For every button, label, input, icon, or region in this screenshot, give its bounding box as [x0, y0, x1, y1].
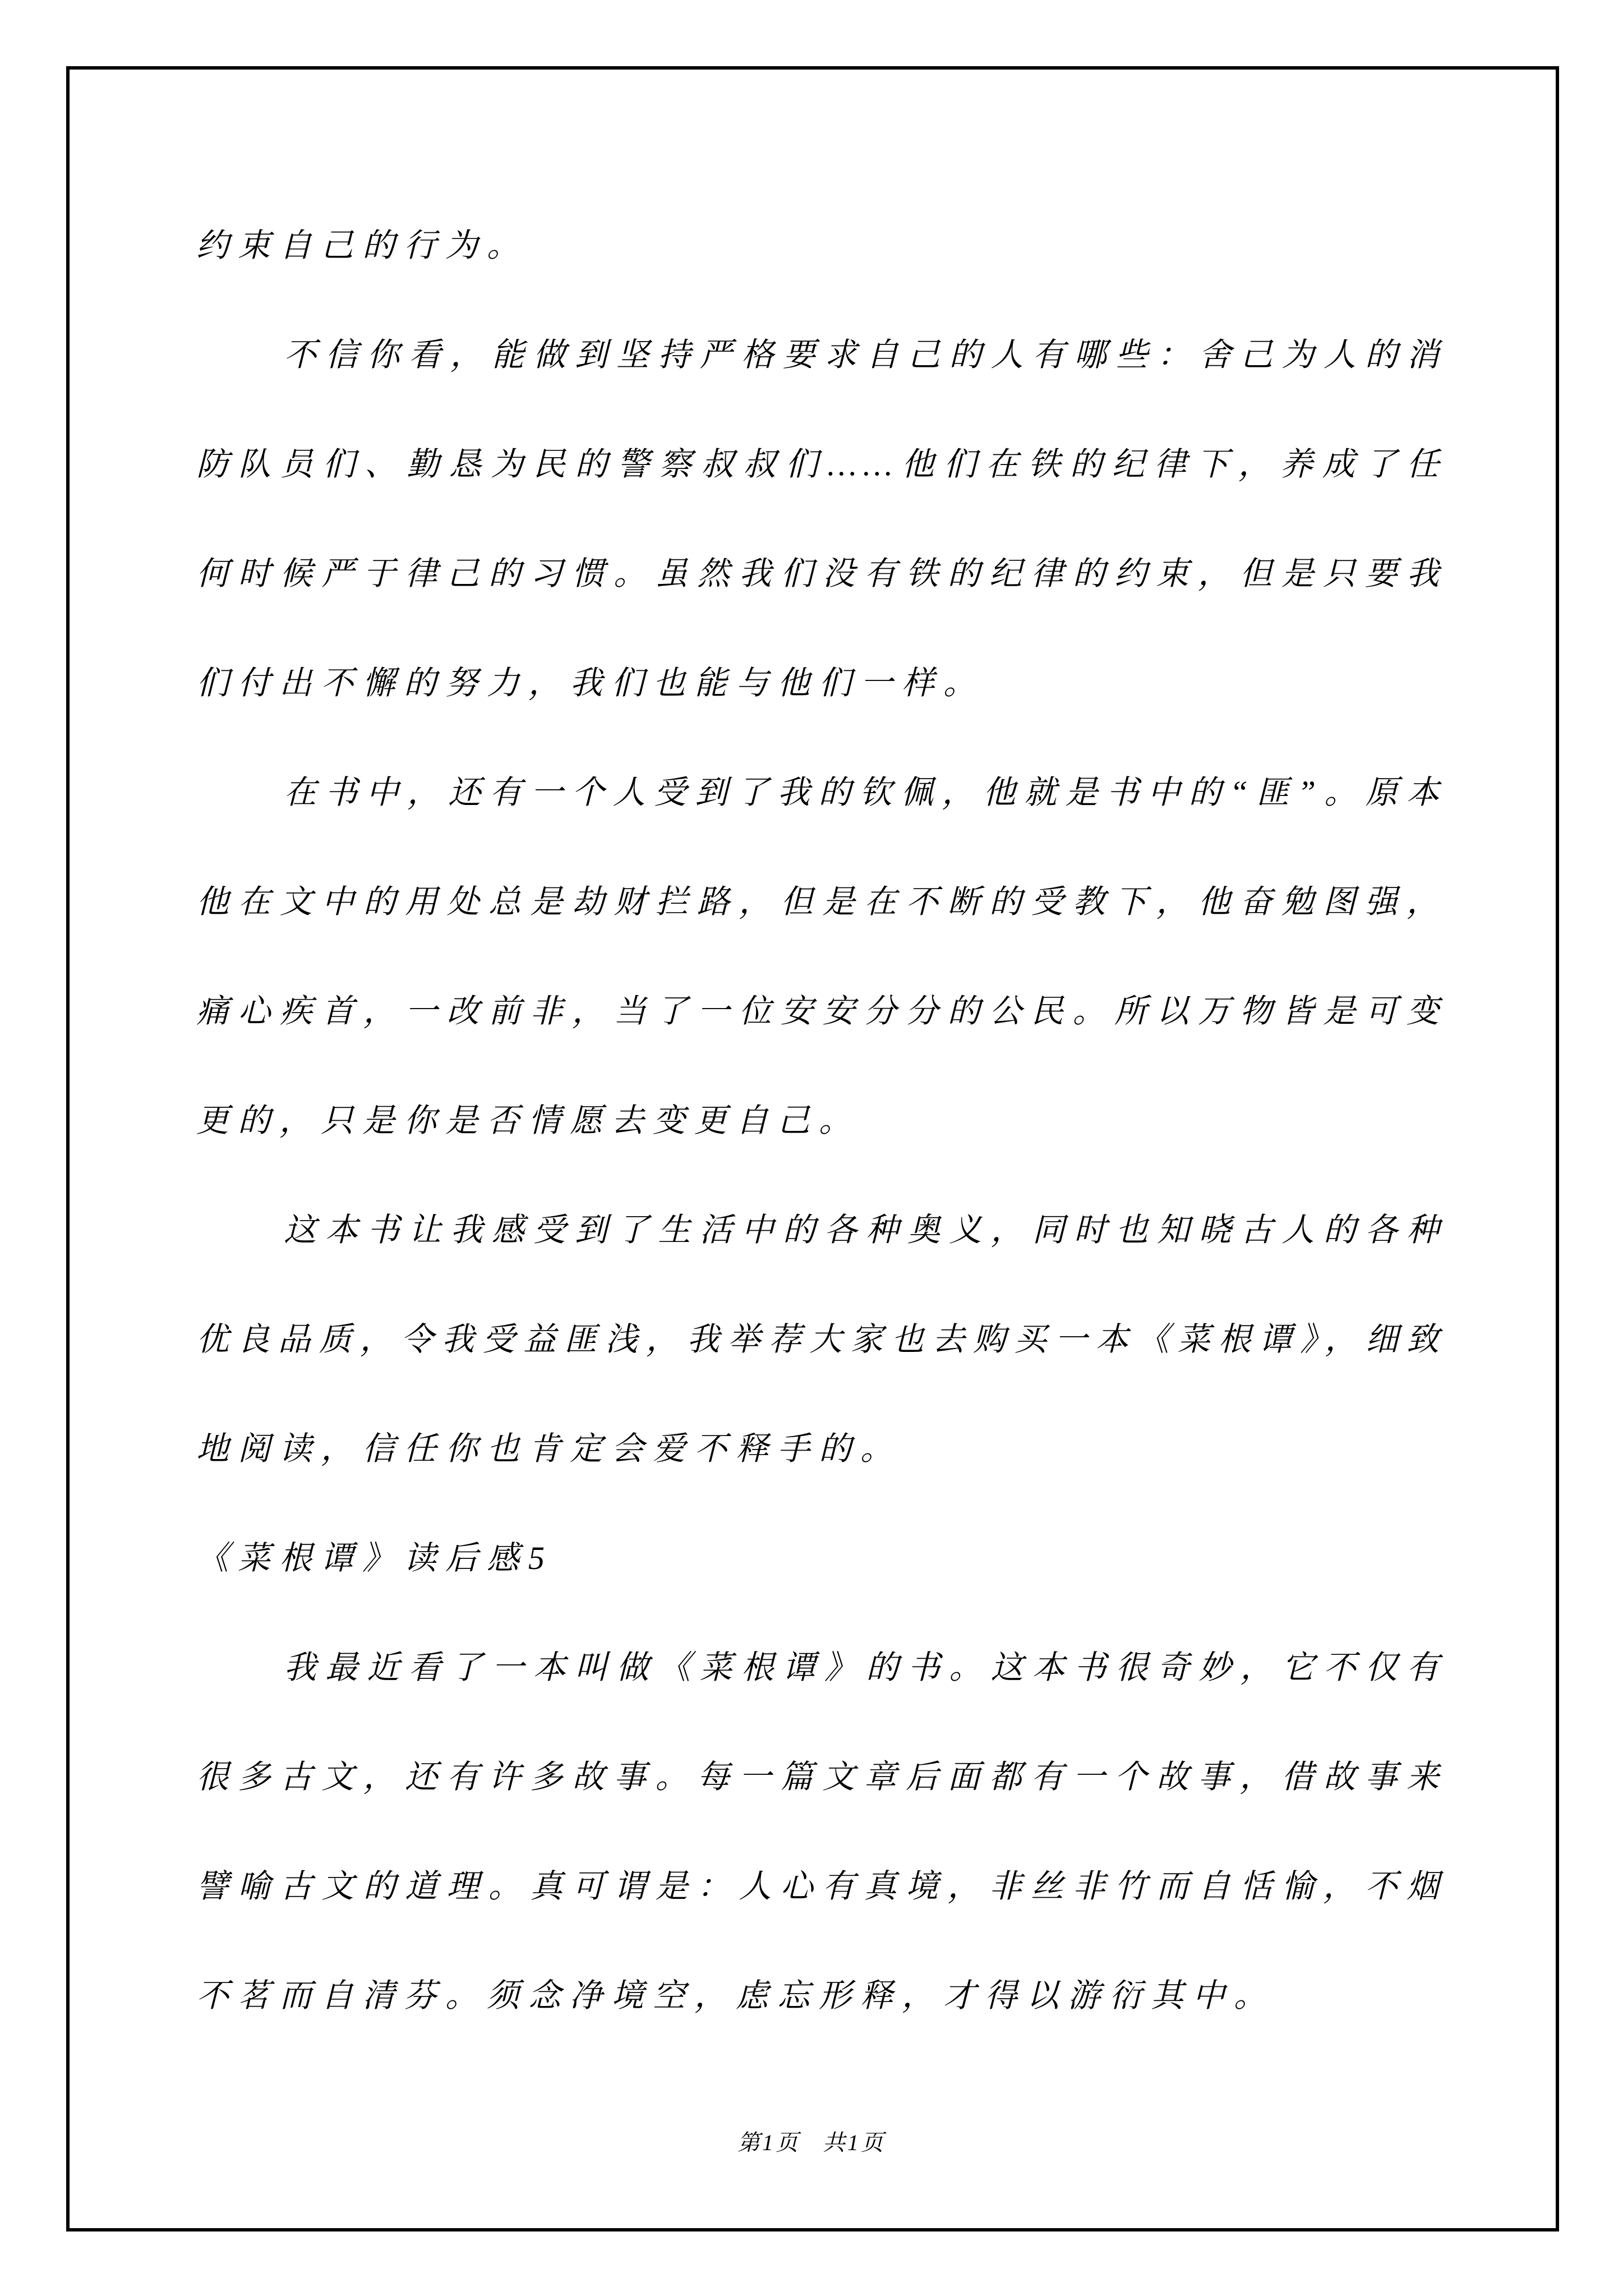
page-number-total: 共1页 [823, 2130, 886, 2155]
text-line: 优良品质，令我受益匪浅，我举荐大家也去购买一本《菜根谭》，细致 [196, 1321, 1446, 1358]
document-body [196, 191, 1446, 2050]
text-line: 何时候严于律己的习惯。虽然我们没有铁的纪律的约束，但是只要我 [196, 555, 1446, 592]
text-line: 不信你看，能做到坚持严格要求自己的人有哪些：舍己为人的消 [284, 337, 1446, 373]
text-line: 在书中，还有一个人受到了我的钦佩，他就是书中的“匪”。原本 [284, 774, 1446, 811]
text-line: 譬喻古文的道理。真可谓是：人心有真境，非丝非竹而自恬愉，不烟 [196, 1868, 1446, 1904]
text-line: 痛心疾首，一改前非，当了一位安安分分的公民。所以万物皆是可变 [196, 993, 1446, 1029]
text-line: 约束自己的行为。 [196, 227, 529, 264]
text-line: 们付出不懈的努力，我们也能与他们一样。 [196, 665, 985, 701]
text-line: 我最近看了一本叫做《菜根谭》的书。这本书很奇妙，它不仅有 [284, 1649, 1446, 1686]
text-line: 防队员们、勤恳为民的警察叔叔们……他们在铁的纪律下，养成了任 [196, 446, 1446, 482]
text-line: 他在文中的用处总是劫财拦路，但是在不断的受教下，他奋勉图强， [196, 884, 1446, 920]
text-line: 更的，只是你是否情愿去变更自己。 [196, 1102, 861, 1139]
text-line: 地阅读，信任你也肯定会爱不释手的。 [196, 1430, 902, 1467]
page-footer [0, 2129, 1623, 2156]
text-line: 不茗而自清芬。须念净境空，虑忘形释，才得以游衍其中。 [196, 1977, 1276, 2014]
page-number-current: 第1页 [737, 2130, 800, 2155]
text-line: 这本书让我感受到了生活中的各种奥义，同时也知晓古人的各种 [284, 1212, 1446, 1248]
text-line: 《菜根谭》读后感5 [196, 1540, 554, 1576]
text-line: 很多古文，还有许多故事。每一篇文章后面都有一个故事，借故事来 [196, 1759, 1446, 1795]
